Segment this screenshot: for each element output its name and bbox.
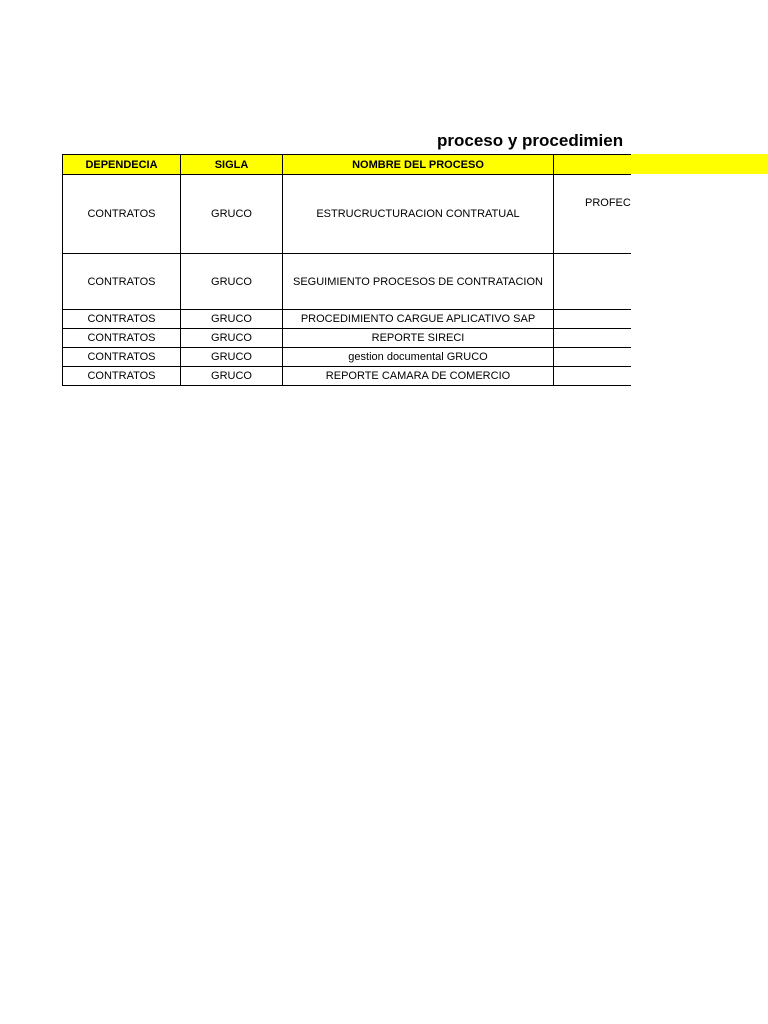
- table-header-row: [63, 155, 631, 175]
- cell-dependencia: CONTRATOS: [63, 329, 181, 348]
- process-table: [62, 154, 631, 386]
- table-row: [63, 348, 631, 367]
- cell-dependencia: CONTRATOS: [63, 348, 181, 367]
- cell-sigla: GRUCO: [181, 329, 283, 348]
- cell-dependencia: CONTRATOS: [63, 367, 181, 386]
- table-row: [63, 329, 631, 348]
- header-nombre-proceso: NOMBRE DEL PROCESO: [283, 155, 554, 175]
- header-fill-extension: [628, 154, 768, 174]
- header-sigla: SIGLA: [181, 155, 283, 175]
- document-title: proceso y procedimien: [437, 131, 624, 150]
- cell-nombre-proceso: REPORTE CAMARA DE COMERCIO: [283, 367, 554, 386]
- cell-sigla: GRUCO: [181, 348, 283, 367]
- header-extra: [554, 155, 631, 175]
- cell-nombre-proceso: gestion documental GRUCO: [283, 348, 554, 367]
- cell-extra: [554, 367, 631, 386]
- table-row: [63, 310, 631, 329]
- table-row: [63, 367, 631, 386]
- cell-nombre-proceso: PROCEDIMIENTO CARGUE APLICATIVO SAP: [283, 310, 554, 329]
- cell-dependencia: CONTRATOS: [63, 310, 181, 329]
- cell-extra: [554, 348, 631, 367]
- cell-sigla: GRUCO: [181, 367, 283, 386]
- cell-nombre-proceso: ESTRUCRUCTURACION CONTRATUAL: [283, 175, 554, 254]
- cell-sigla: GRUCO: [181, 310, 283, 329]
- cell-nombre-proceso: REPORTE SIRECI: [283, 329, 554, 348]
- cell-extra-text: PROFEC: [585, 197, 631, 209]
- table-row: [63, 175, 631, 254]
- header-dependencia: DEPENDECIA: [63, 155, 181, 175]
- cell-sigla: GRUCO: [181, 254, 283, 310]
- cell-extra: [554, 329, 631, 348]
- cell-extra: [554, 175, 631, 254]
- table-row: [63, 254, 631, 310]
- cell-extra: [554, 310, 631, 329]
- cell-extra: [554, 254, 631, 310]
- cell-dependencia: CONTRATOS: [63, 254, 181, 310]
- cell-sigla: GRUCO: [181, 175, 283, 254]
- cell-dependencia: CONTRATOS: [63, 175, 181, 254]
- cell-nombre-proceso: SEGUIMIENTO PROCESOS DE CONTRATACION: [283, 254, 554, 310]
